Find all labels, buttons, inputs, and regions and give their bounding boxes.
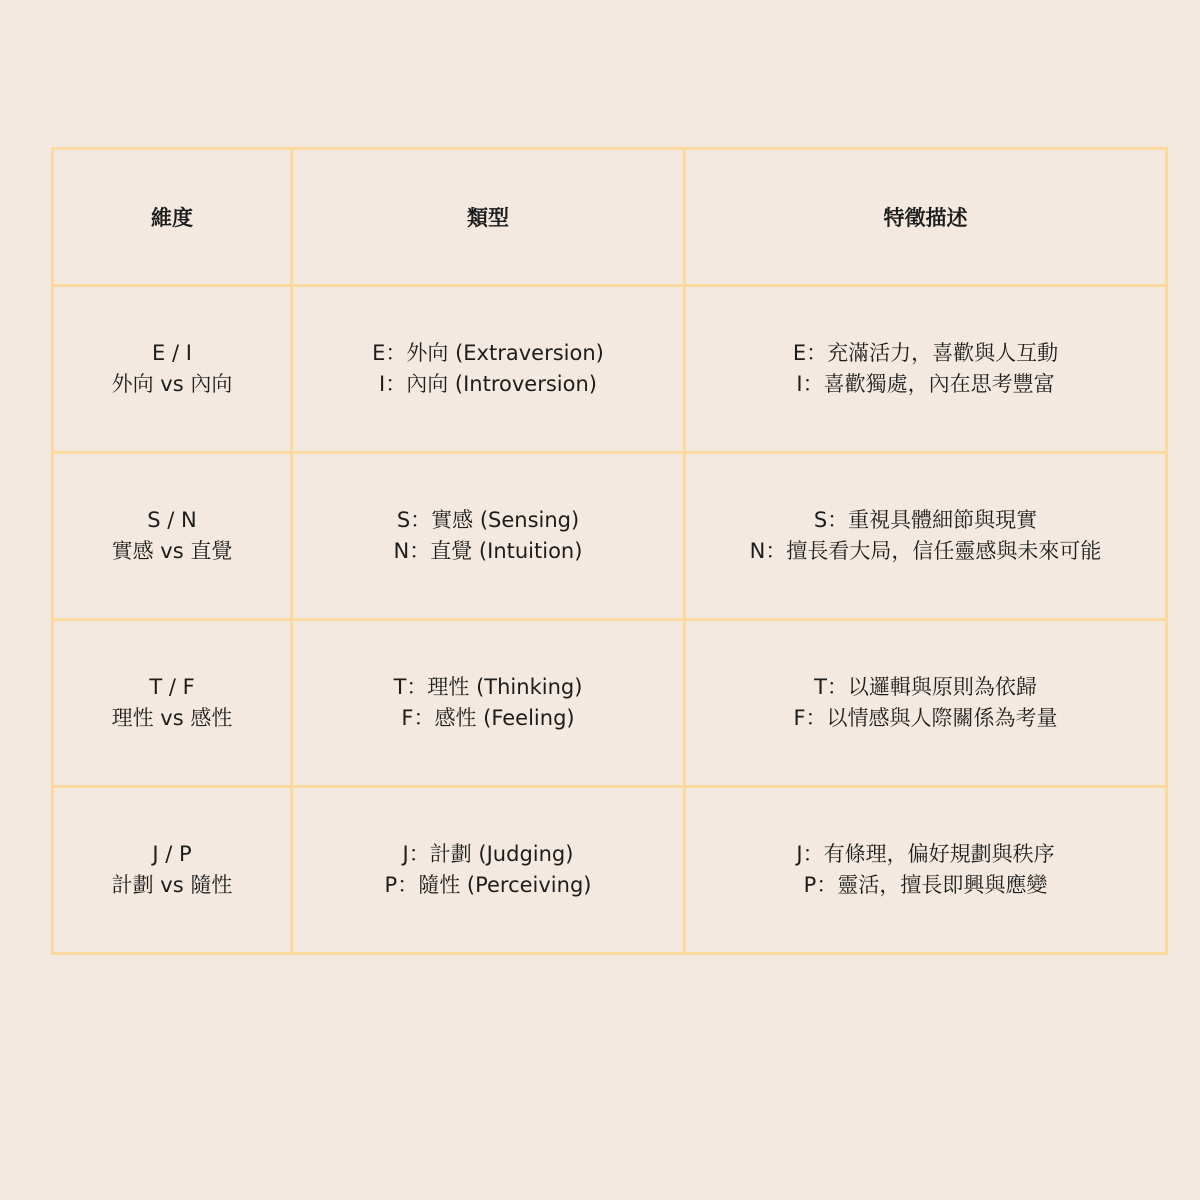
- dimension-code: E / I: [152, 341, 192, 365]
- trait-line: N：擅長看大局，信任靈感與未來可能: [749, 539, 1102, 563]
- header-traits: 特徵描述: [685, 149, 1167, 286]
- type-line: T：理性 (Thinking): [393, 675, 583, 699]
- traits-cell: [685, 620, 1167, 787]
- dimension-cell: [53, 787, 292, 954]
- dimension-cell: [53, 620, 292, 787]
- type-line: E：外向 (Extraversion): [372, 341, 604, 365]
- trait-line: P：靈活，擅長即興與應變: [803, 873, 1048, 897]
- dimension-code: J / P: [152, 842, 192, 866]
- dimension-label: 外向 vs 內向: [111, 372, 233, 396]
- table-row-jp: [53, 787, 1167, 954]
- type-cell: [292, 620, 685, 787]
- trait-line: T：以邏輯與原則為依歸: [814, 675, 1037, 699]
- table-row-sn: [53, 453, 1167, 620]
- type-line: I：內向 (Introversion): [379, 372, 597, 396]
- mbti-table: [51, 147, 1168, 955]
- dimension-code: S / N: [147, 508, 197, 532]
- trait-line: F：以情感與人際關係為考量: [793, 706, 1058, 730]
- traits-cell: [685, 453, 1167, 620]
- table-row-tf: [53, 620, 1167, 787]
- dimension-label: 理性 vs 感性: [111, 706, 233, 730]
- trait-line: S：重視具體細節與現實: [813, 508, 1038, 532]
- traits-cell: [685, 787, 1167, 954]
- traits-cell: [685, 286, 1167, 453]
- dimension-label: 實感 vs 直覺: [111, 539, 233, 563]
- type-cell: [292, 453, 685, 620]
- type-cell: [292, 286, 685, 453]
- dimension-code: T / F: [149, 675, 195, 699]
- type-line: J：計劃 (Judging): [402, 842, 574, 866]
- header-type: 類型: [292, 149, 685, 286]
- type-cell: [292, 787, 685, 954]
- type-line: F：感性 (Feeling): [401, 706, 575, 730]
- type-line: N：直覺 (Intuition): [393, 539, 583, 563]
- header-dimension: 維度: [53, 149, 292, 286]
- trait-line: E：充滿活力，喜歡與人互動: [792, 341, 1059, 365]
- type-line: S：實感 (Sensing): [396, 508, 580, 532]
- trait-line: I：喜歡獨處，內在思考豐富: [796, 372, 1055, 396]
- dimension-label: 計劃 vs 隨性: [111, 873, 233, 897]
- dimension-cell: [53, 286, 292, 453]
- table-header-row: [53, 149, 1167, 286]
- trait-line: J：有條理，偏好規劃與秩序: [796, 842, 1055, 866]
- table-row-ei: [53, 286, 1167, 453]
- type-line: P：隨性 (Perceiving): [384, 873, 592, 897]
- dimension-cell: [53, 453, 292, 620]
